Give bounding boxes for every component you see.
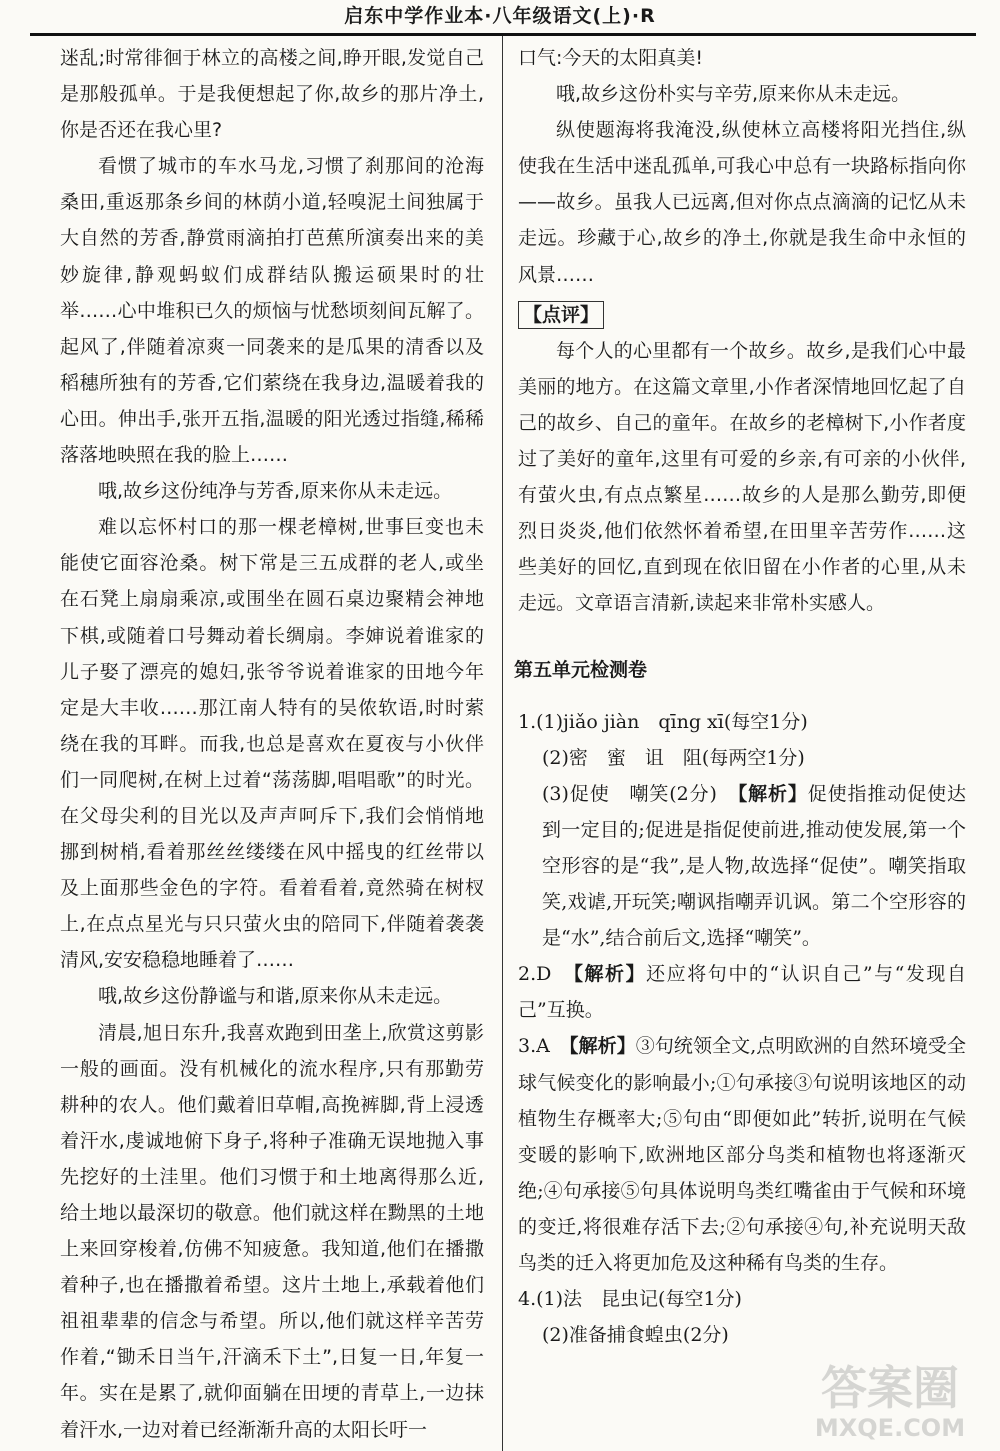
analysis-label: 【解析】	[569, 1035, 636, 1058]
answer-text: 1.(1)jiǎo jiàn qīng xī(每空1分)	[518, 710, 808, 733]
watermark-logo	[790, 1352, 990, 1447]
answer-item	[518, 1317, 966, 1353]
column-divider	[502, 36, 503, 1451]
answer-list	[518, 704, 966, 1354]
answer-text: (3)促使 嘲笑(2分)	[542, 782, 738, 805]
answer-text: (2)准备捕食蝗虫(2分)	[542, 1324, 729, 1347]
answer-item	[518, 956, 966, 1028]
header-title: 启东中学作业本·八年级语文(上)·R	[344, 5, 656, 27]
answer-text: ③句统领全文,点明欧洲的自然环境受全球气候变化的影响最小;①句承接③句说明该地区的动植物生存概率大;⑤句由“即便如此”转折,说明在气候变暖的影响下,欧洲地区部分鸟类和植物也将逐渐灭绝;④句承接⑤句具体说明鸟类红嘴雀由于气候和环境的变迁,将很难存活下去;②句承接④句,补充说明天敌鸟类的迁入将更加危及这种稀有鸟类的生存。	[518, 1035, 966, 1274]
page-header	[0, 0, 1000, 32]
essay-paragraph: 哦,故乡这份静谧与和谐,原来你从未走远。	[98, 985, 453, 1008]
essay-paragraph: 哦,故乡这份朴实与辛劳,原来你从未走远。	[556, 83, 911, 106]
comment-label: 【点评】	[518, 301, 604, 329]
answer-item	[518, 1028, 966, 1281]
essay-paragraph: 哦,故乡这份纯净与芳香,原来你从未走远。	[98, 480, 453, 503]
comment-text: 每个人的心里都有一个故乡。故乡,是我们心中最美丽的地方。在这篇文章里,小作者深情地回忆起了自己的故乡、自己的童年。在故乡的老樟树下,小作者度过了美好的童年,这里有可爱的乡亲,有可亲的小伙伴,有萤火虫,有点点繁星……故乡的人是那么勤劳,即便烈日炎炎,他们依然怀着希望,在田里辛苦劳作……这些美好的回忆,直到现在依旧留在小作者的心里,从未走远。文章语言清新,读起来非常朴实感人。	[518, 339, 966, 615]
answer-item	[518, 704, 966, 740]
watermark-title: 答案圈	[821, 1361, 959, 1415]
answer-text: 4.(1)法 昆虫记(每空1分)	[518, 1288, 742, 1311]
answer-text: 3.A	[518, 1035, 569, 1058]
analysis-label: 【解析】	[737, 782, 808, 805]
left-column	[60, 40, 484, 1448]
answer-item	[518, 776, 966, 956]
essay-ending	[518, 40, 966, 293]
right-column	[514, 40, 966, 1353]
answer-item	[518, 740, 966, 776]
answer-text: 还应将句中的“认识自己”与“发现自己”互换。	[518, 963, 966, 1022]
watermark-domain: MXQE.COM	[814, 1414, 966, 1442]
essay-paragraph: 迷乱;时常徘徊于林立的高楼之间,睁开眼,发觉自己是那般孤单。于是我便想起了你,故乡的那片净土,你是否还在我心里?	[60, 47, 484, 142]
answer-text: 促使指推动促使达到一定目的;促进是指促使前进,推动使发展,第一个空形容的是“我”,是人物,故选择“促使”。嘲笑指取笑,戏谑,开玩笑;嘲讽指嘲弄讥讽。第二个空形容的是“水”,结合前后文,选择“嘲笑”。	[542, 782, 966, 950]
essay-paragraph: 纵使题海将我淹没,纵使林立高楼将阳光挡住,纵使我在生活中迷乱孤单,可我心中总有一块路标指向你——故乡。虽我人已远离,但对你点点滴滴的记忆从未走远。珍藏于心,故乡的净土,你就是我生命中永恒的风景……	[518, 119, 966, 286]
header-rule	[30, 33, 976, 36]
answer-text: (2)密 蜜 诅 阻(每两空1分)	[542, 746, 805, 769]
essay-paragraph: 清晨,旭日东升,我喜欢跑到田垄上,欣赏这剪影一般的画面。没有机械化的流水程序,只有那勤劳耕种的农人。他们戴着旧草帽,高挽裤脚,背上浸透着汗水,虔诚地俯下身子,将种子准确无误地抛入事先挖好的土洼里。他们习惯于和土地离得那么近,给土地以最深切的敬意。他们就这样在黝黑的土地上来回穿梭着,仿佛不知疲惫。我知道,他们在播撒着种子,也在播撒着希望。这片土地上,承载着他们祖祖辈辈的信念与希望。所以,他们就这样辛苦劳作着,“锄禾日当午,汗滴禾下土”,日复一日,年复一年。实在是累了,就仰面躺在田埂的青草上,一边抹着汗水,一边对着已经渐渐升高的太阳长吁一	[60, 1021, 484, 1441]
essay-paragraph: 看惯了城市的车水马龙,习惯了刹那间的沧海桑田,重返那条乡间的林荫小道,轻嗅泥土间独属于大自然的芳香,静赏雨滴拍打芭蕉所演奏出来的美妙旋律,静观蚂蚁们成群结队搬运硕果时的壮举……心中堆积已久的烦恼与忧愁顷刻间瓦解了。起风了,伴随着凉爽一同袭来的是瓜果的清香以及稻穗所独有的芳香,它们萦绕在我身边,温暖着我的心田。伸出手,张开五指,温暖的阳光透过指缝,稀稀落落地映照在我的脸上……	[60, 155, 484, 467]
answer-text: 2.D	[518, 963, 574, 986]
section-title: 第五单元检测卷	[514, 658, 648, 681]
answer-item	[518, 1281, 966, 1317]
essay-paragraph: 难以忘怀村口的那一棵老樟树,世事巨变也未能使它面容沧桑。树下常是三五成群的老人,或坐在石凳上扇扇乘凉,或围坐在圆石桌边聚精会神地下棋,或随着口号舞动着长绸扇。李婶说着谁家的儿子娶了漂亮的媳妇,张爷爷说着谁家的田地今年定是大丰收……那江南人特有的吴侬软语,时时萦绕在我的耳畔。而我,也总是喜欢在夏夜与小伙伴们一同爬树,在树上过着“荡荡脚,唱唱歌”的时光。在父母尖利的目光以及声声呵斥下,我们会悄悄地挪到树梢,看着那丝丝缕缕在风中摇曳的红丝带以及上面那些金色的字符。看着看着,竟然骑在树杈上,在点点星光与只只萤火虫的陪同下,伴随着袭袭清风,安安稳稳地睡着了……	[60, 516, 484, 972]
essay-paragraph: 口气:今天的太阳真美!	[518, 47, 704, 69]
analysis-label: 【解析】	[573, 963, 647, 986]
